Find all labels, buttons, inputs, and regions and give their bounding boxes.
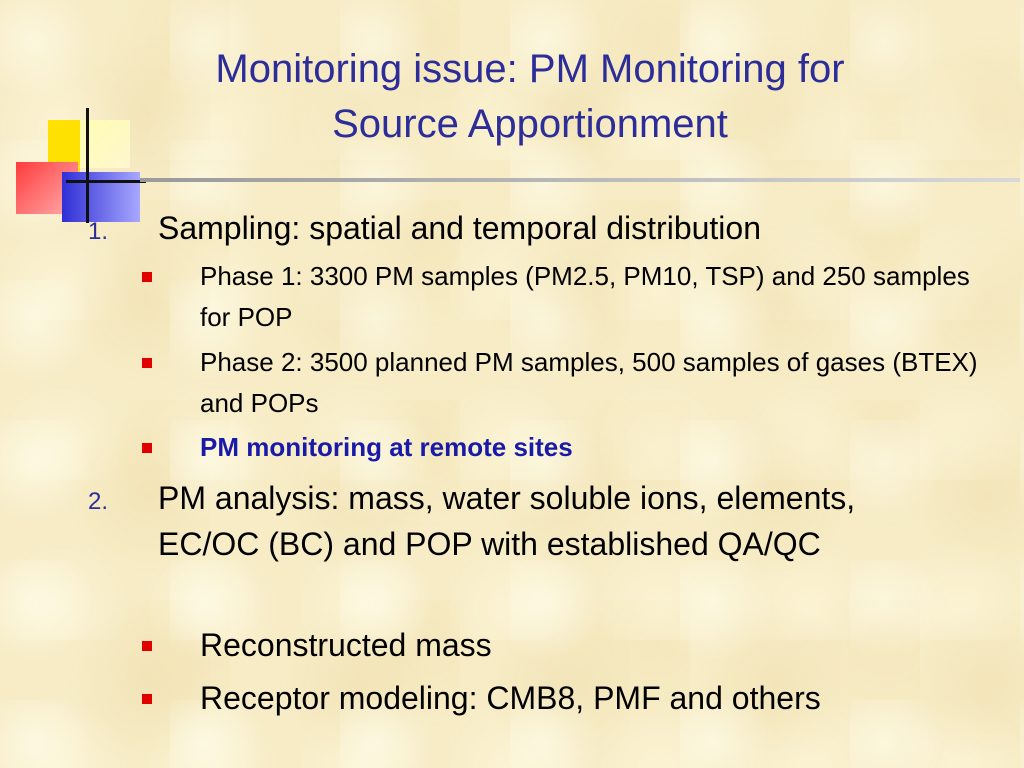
square-bullet-icon	[142, 358, 152, 368]
title-line-2: Source Apportionment	[332, 102, 728, 146]
sub-item-text: Reconstructed mass	[200, 627, 492, 663]
cross-rule	[66, 180, 146, 183]
sub-item-text: Receptor modeling: CMB8, PMF and others	[200, 680, 821, 716]
square-bullet-icon	[142, 694, 152, 704]
list-item-text: Sampling: spatial and temporal distribution	[158, 210, 761, 246]
list-item-text: PM analysis: mass, water soluble ions, elements, EC/OC (BC) and POP with established QA/QC	[158, 480, 856, 562]
sub-item-text: Phase 2: 3500 planned PM samples, 500 samples of gases (BTEX) and POPs	[200, 347, 978, 418]
square-bullet-icon	[142, 641, 152, 651]
list-number: 2.	[88, 488, 109, 515]
slide-title	[120, 42, 940, 152]
title-line-1: Monitoring issue: PM Monitoring for	[215, 47, 845, 91]
square-bullet-icon	[142, 272, 152, 282]
sub-item-text: Phase 1: 3300 PM samples (PM2.5, PM10, TSP) and 250 samples for POP	[200, 261, 970, 332]
list-number: 1.	[88, 218, 109, 245]
sub-item-text-highlight: PM monitoring at remote sites	[200, 432, 573, 462]
vertical-rule	[86, 108, 89, 223]
title-divider	[140, 178, 1020, 182]
square-bullet-icon	[142, 443, 152, 453]
